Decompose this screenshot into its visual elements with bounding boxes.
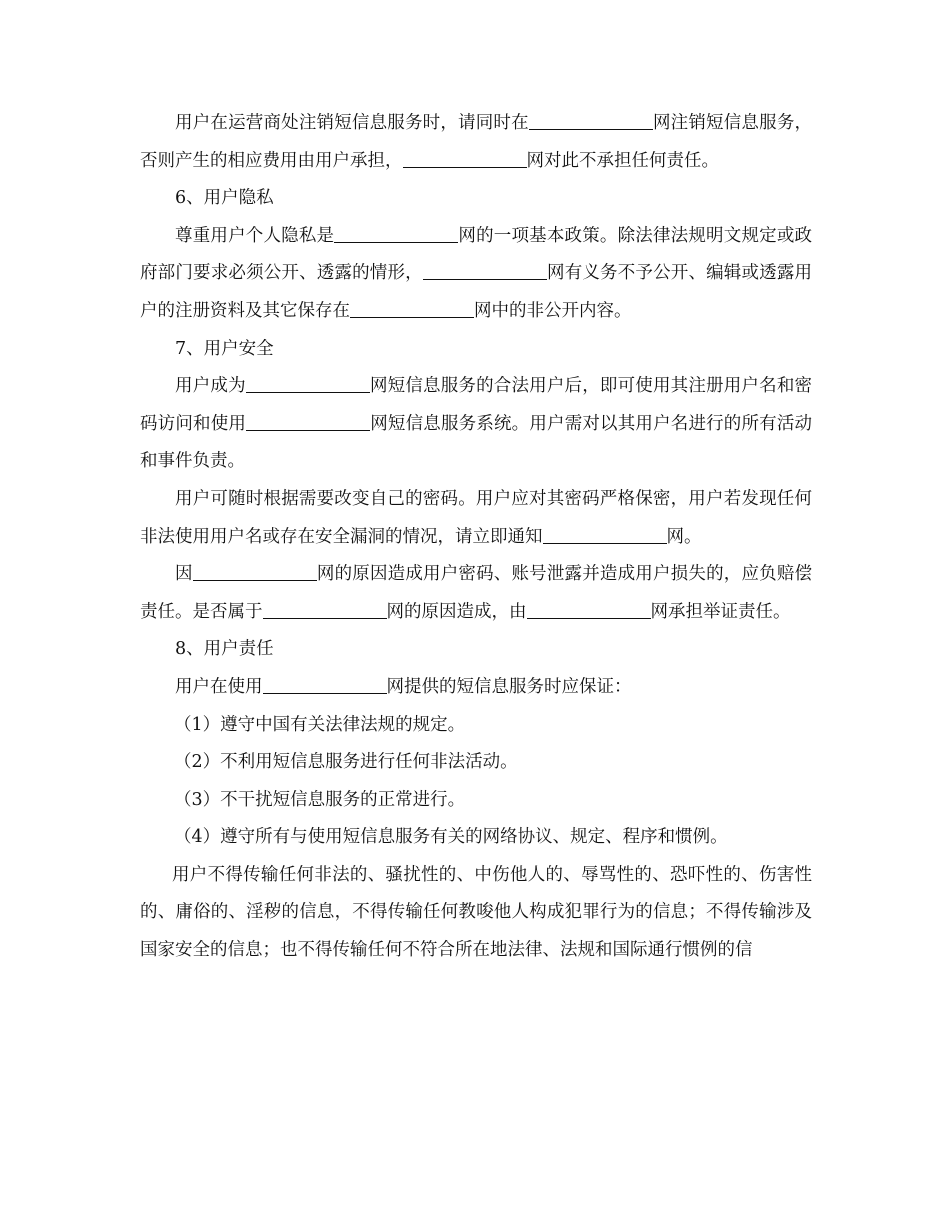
blank-site-name [334,223,458,242]
paragraph-usage-guarantee [140,669,812,707]
list-item: （1）遵守中国有关法律法规的规定。 [174,714,466,735]
text-segment: 网有义务不予公开、编辑或透露用户的注册资料及其它保存在 [140,263,813,321]
paragraph-security-account [140,368,812,481]
document-page [140,105,812,970]
blank-site-name [529,111,653,130]
paragraph-privacy [140,218,812,331]
text-segment: 网注销短信息服务，否则产生的相应费用由用户承担， [140,113,813,171]
text-segment: 尊重用户个人隐私是 [175,225,335,246]
text-segment: 因 [175,564,193,585]
list-item: （2）不利用短信息服务进行任何非法活动。 [174,752,518,773]
text-segment: 网短信息服务的合法用户后，即可使用其注册用户名和密码访问和使用 [140,376,813,434]
text-segment: 网的原因造成，由 [386,601,527,622]
blank-site-name [527,599,651,618]
blank-site-name [263,599,387,618]
text-segment: 网提供的短信息服务时应保证： [386,676,632,697]
section-heading-responsibility: 8、用户责任 [175,639,274,660]
paragraph-liability [140,556,812,631]
blank-site-name [423,261,547,280]
paragraph-prohibited-content: 用户不得传输任何非法的、骚扰性的、中伤他人的、辱骂性的、恐吓性的、伤害性的、庸俗的、淫秽的信息，不得传输任何教唆他人构成犯罪行为的信息；不得传输涉及国家安全的信息；也不得传输任何不符合所在地法律、法规和国际通行惯例的信 [140,864,812,961]
text-segment: 用户可随时根据需要改变自己的密码。用户应对其密码严格保密，用户若发现任何非法使用用户名或存在安全漏洞的情况，请立即通知 [140,488,812,547]
text-segment: 用户在运营商处注销短信息服务时，请同时在 [175,113,529,133]
blank-site-name [263,675,387,694]
blank-site-name [350,299,474,318]
blank-site-name [543,524,667,543]
text-segment: 用户在使用 [175,676,263,697]
text-segment: 网的原因造成用户密码、账号泄露并造成用户损失的，应负赔偿责任。是否属于 [140,564,813,622]
list-item: （3）不干扰短信息服务的正常进行。 [174,789,466,810]
blank-site-name [246,411,370,430]
section-heading-security: 7、用户安全 [175,338,274,359]
section-heading-privacy: 6、用户隐私 [175,188,274,209]
blank-site-name [193,562,317,581]
list-item: （4）遵守所有与使用短信息服务有关的网络协议、规定、程序和惯例。 [174,827,728,848]
text-segment: 网中的非公开内容。 [474,300,632,321]
text-segment: 网承担举证责任。 [650,601,791,622]
text-segment: 用户成为 [175,376,246,397]
blank-site-name [246,374,370,393]
text-segment: 网对此不承担任何责任。 [526,150,719,171]
paragraph-account-cancellation [140,105,812,180]
blank-site-name [403,148,527,167]
paragraph-password [140,481,812,556]
text-segment: 网。 [666,526,702,547]
text-segment: 网的一项基本政策。除法律法规明文规定或政府部门要求必须公开、透露的情形， [140,225,813,284]
text-segment: 网短信息服务系统。用户需对以其用户名进行的所有活动和事件负责。 [140,413,813,472]
